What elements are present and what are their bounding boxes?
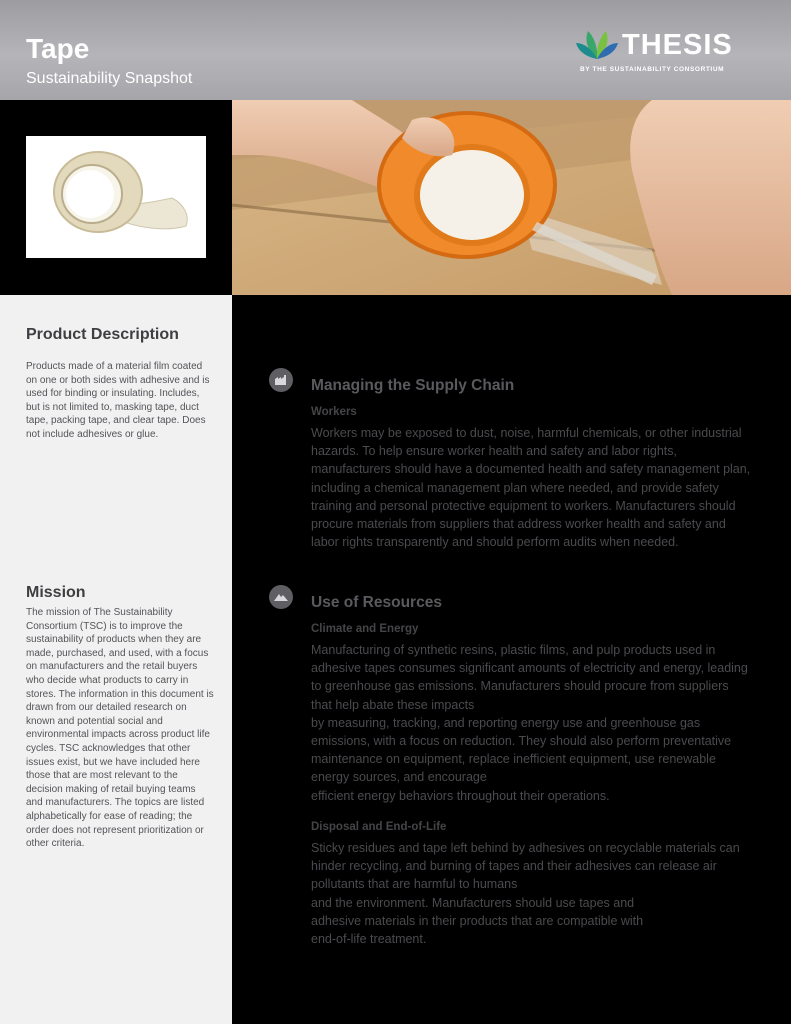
thesis-logo <box>574 27 754 79</box>
main-content <box>232 295 791 1024</box>
topic-heading-workers: Workers <box>311 406 357 418</box>
product-description-text: Products made of a material film coated on one or both sides with adhesive and is used for binding or insulating. Includes, but is not limited to, masking tape, duct tape, packing tape, and clear tape. Does not include adhesives or glue. <box>26 361 210 440</box>
hands-taping-box-photo <box>232 100 791 295</box>
logo-tagline: BY THE SUSTAINABILITY CONSORTIUM <box>580 66 725 73</box>
factory-icon <box>269 368 293 392</box>
mountain-icon <box>269 585 293 609</box>
image-band <box>0 100 791 295</box>
mission-heading: Mission <box>26 584 86 601</box>
page-subtitle: Sustainability Snapshot <box>26 70 193 87</box>
mission-text: The mission of The Sustainability Consortium (TSC) is to improve the sustainability of products when they are made, purchased, and used, with a focus on manufacturers and the retail buyers who decide what products to carry in stores. The information in this document is drawn from our detailed research on known and potential social and environmental impacts across product life cycles. TSC acknowledges that other issues exist, but we have included here those that are most relevant to the decision making of retail buying teams and manufacturers. The topics are listed alphabetically for ease of reading; the order does not represent prioritization or other criteria. <box>26 607 214 850</box>
topic-text-disposal: Sticky residues and tape left behind by adhesives on recyclable materials can hinder recycling, and burning of tapes and their adhesives can release air pollutants that are harmful to humans and the environment. Manufacturers should use tapes and adhesive materials in their products that are compatible with end-of-life treatment. <box>311 841 740 947</box>
page-header <box>0 0 791 100</box>
tape-roll-photo <box>26 136 206 258</box>
topic-heading-climate-energy: Climate and Energy <box>311 623 419 635</box>
leaf-logo-icon <box>574 27 620 61</box>
section-title-use-of-resources: Use of Resources <box>311 594 442 611</box>
logo-wordmark: THESIS <box>622 29 733 61</box>
topic-text-workers: Workers may be exposed to dust, noise, harmful chemicals, or other industrial hazards. To help ensure worker health and safety and labor rights, manufacturers should have a documented health and safety management plan, including a chemical management plan where needed, and provide safety training and personal protective equipment to workers. Manufacturers should procure materials from suppliers that address worker health and safety and labor rights transparently and should perform audits when needed. <box>311 426 751 550</box>
section-title-supply-chain: Managing the Supply Chain <box>311 377 515 394</box>
topic-text-climate-energy: Manufacturing of synthetic resins, plastic films, and pulp products used in adhesive tapes consumes significant amounts of electricity and energy, leading to greenhouse gas emissions. Manufacturers should procure from suppliers that help abate these impacts by measuring, tracking, and reporting energy use and greenhouse gas emissions, with a focus on reduction. They should also perform preventative maintenance on equipment, replace inefficient equipment, use renewable energy sources, and encourage efficient energy behaviors throughout their operations. <box>311 643 748 803</box>
left-sidebar <box>0 295 232 1024</box>
page-title: Tape <box>26 33 90 64</box>
product-description-heading: Product Description <box>26 326 179 343</box>
topic-heading-disposal: Disposal and End-of-Life <box>311 821 447 833</box>
